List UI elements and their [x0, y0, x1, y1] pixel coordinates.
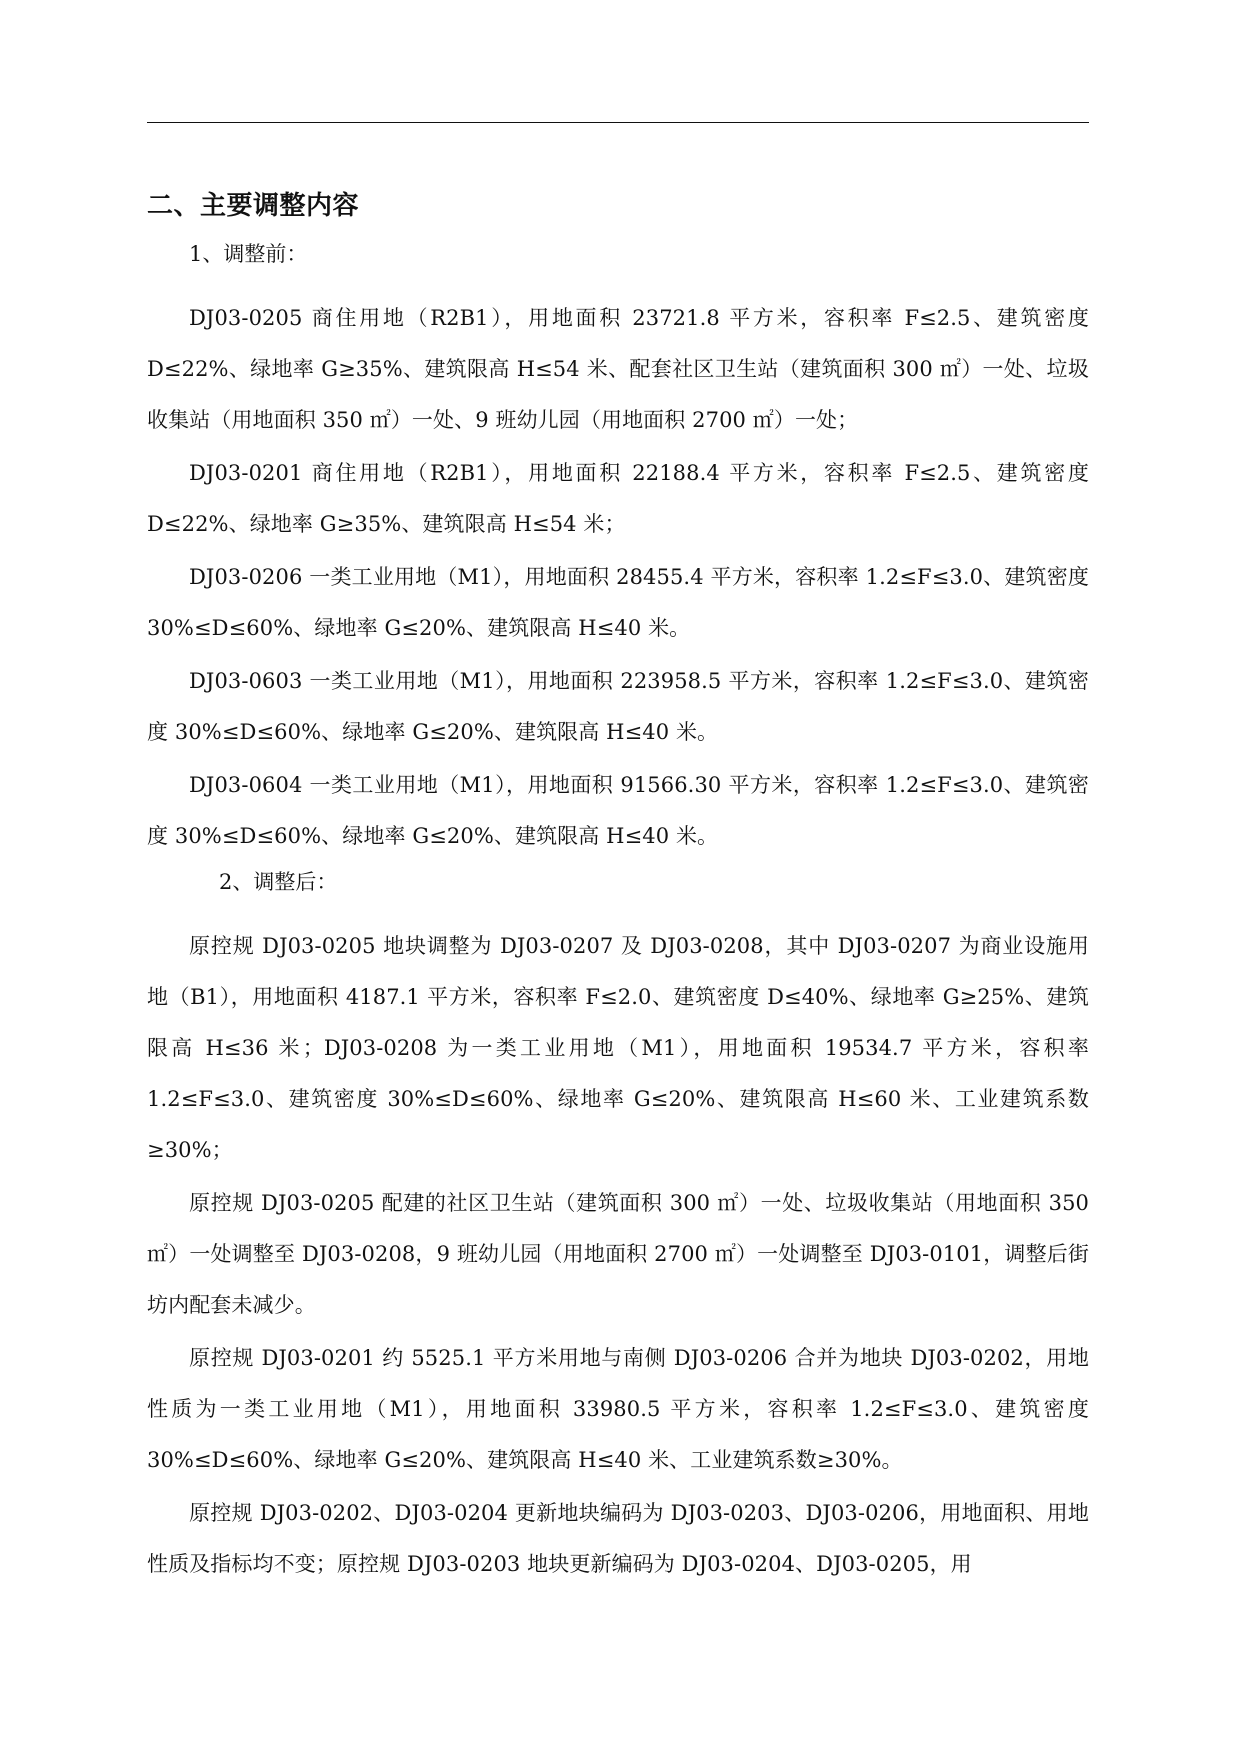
after-paragraph: 原控规 DJ03-0201 约 5525.1 平方米用地与南侧 DJ03-0206 合并为地块 DJ03-0202，用地性质为一类工业用地（M1），用地面积 33980.5 平方米，容积率 1.2≤F≤3.0、建筑密度 30%≤D≤60%、绿地率 G≤20%、建筑限高 H≤40 米、工业建筑系数≥30%。 [147, 1346, 1089, 1472]
before-paragraph: DJ03-0603 一类工业用地（M1），用地面积 223958.5 平方米，容积率 1.2≤F≤3.0、建筑密度 30%≤D≤60%、绿地率 G≤20%、建筑限高 H≤40 米。 [147, 669, 1089, 744]
before-paragraph: DJ03-0205 商住用地（R2B1），用地面积 23721.8 平方米，容积率 F≤2.5、建筑密度 D≤22%、绿地率 G≥35%、建筑限高 H≤54 米、配套社区卫生站（建筑面积 300 ㎡）一处、垃圾收集站（用地面积 350 ㎡）一处、9 班幼儿园（用地面积 2700 ㎡）一处； [147, 306, 1089, 432]
after-paragraph: 原控规 DJ03-0205 配建的社区卫生站（建筑面积 300 ㎡）一处、垃圾收集站（用地面积 350 ㎡）一处调整至 DJ03-0208，9 班幼儿园（用地面积 2700 ㎡）一处调整至 DJ03-0101，调整后街坊内配套未减少。 [147, 1191, 1089, 1317]
before-paragraph: DJ03-0604 一类工业用地（M1），用地面积 91566.30 平方米，容积率 1.2≤F≤3.0、建筑密度 30%≤D≤60%、绿地率 G≤20%、建筑限高 H≤40 米。 [147, 773, 1089, 848]
header-rule [147, 122, 1089, 123]
section-heading: 二、主要调整内容 [147, 191, 360, 221]
before-label: 1、调整前： [189, 242, 308, 266]
after-paragraph: 原控规 DJ03-0205 地块调整为 DJ03-0207 及 DJ03-0208，其中 DJ03-0207 为商业设施用地（B1），用地面积 4187.1 平方米，容积率 F≤2.0、建筑密度 D≤40%、绿地率 G≥25%、建筑限高 H≤36 米；DJ03-0208 为一类工业用地（M1），用地面积 19534.7 平方米，容积率 1.2≤F≤3.0、建筑密度 30%≤D≤60%、绿地率 G≤20%、建筑限高 H≤60 米、工业建筑系数≥30%； [147, 934, 1089, 1162]
after-label: 2、调整后： [219, 870, 338, 894]
before-paragraph: DJ03-0201 商住用地（R2B1），用地面积 22188.4 平方米，容积率 F≤2.5、建筑密度 D≤22%、绿地率 G≥35%、建筑限高 H≤54 米； [147, 461, 1089, 536]
before-paragraph: DJ03-0206 一类工业用地（M1），用地面积 28455.4 平方米，容积率 1.2≤F≤3.0、建筑密度 30%≤D≤60%、绿地率 G≤20%、建筑限高 H≤40 米。 [147, 565, 1089, 640]
document-body [147, 188, 1089, 1592]
after-paragraph: 原控规 DJ03-0202、DJ03-0204 更新地块编码为 DJ03-0203、DJ03-0206，用地面积、用地性质及指标均不变；原控规 DJ03-0203 地块更新编码为 DJ03-0204、DJ03-0205，用 [147, 1501, 1089, 1576]
